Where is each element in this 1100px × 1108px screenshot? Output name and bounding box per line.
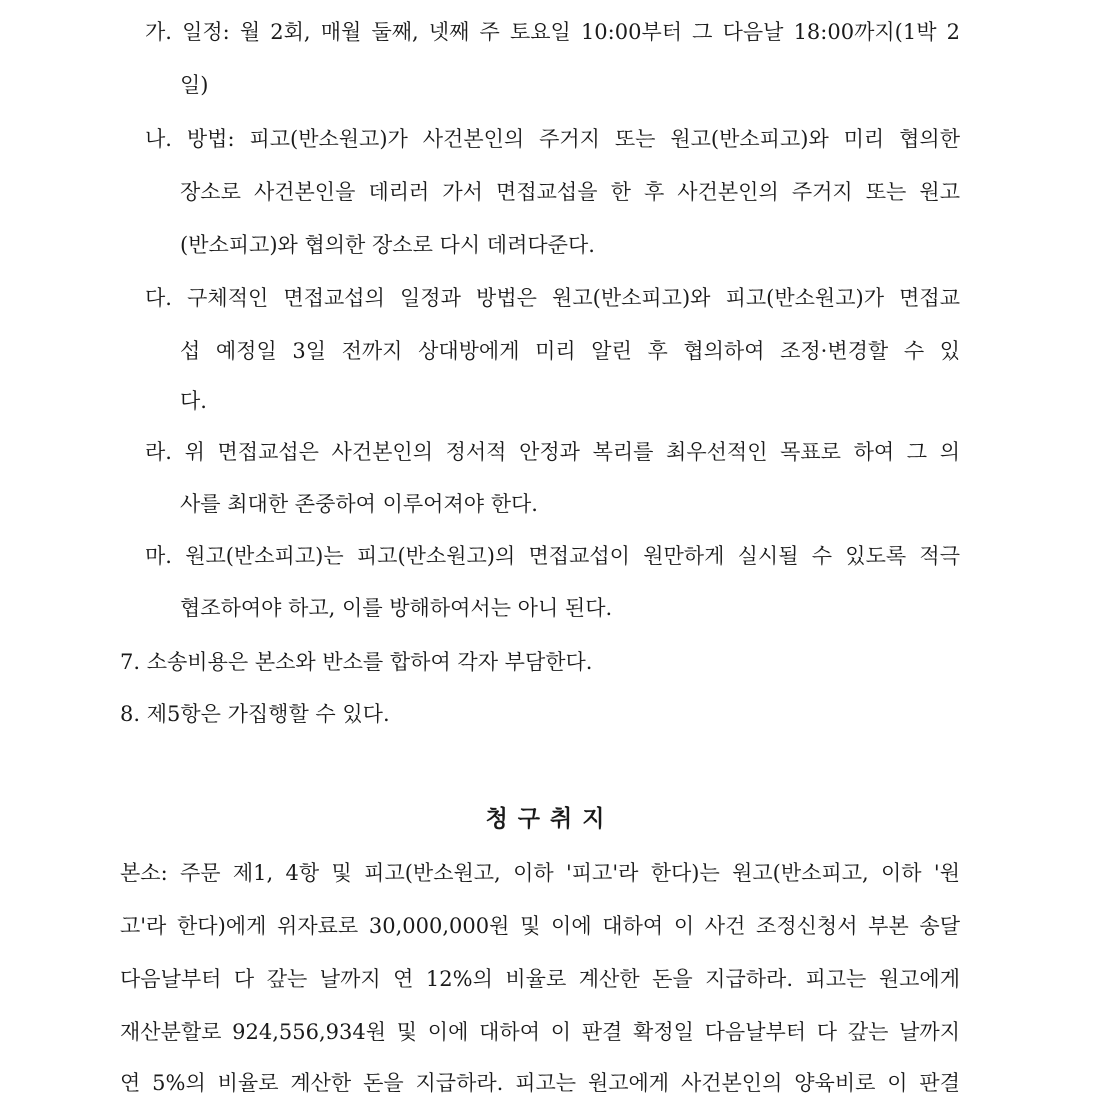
item-ra-line1: 라. 위 면접교섭은 사건본인의 정서적 안정과 복리를 최우선적인 목표로 하여 그 의 bbox=[145, 440, 960, 464]
item-ma-line2: 협조하여야 하고, 이를 방해하여서는 아니 된다. bbox=[180, 596, 613, 620]
claims-line-1: 본소: 주문 제1, 4항 및 피고(반소원고, 이하 '피고'라 한다)는 원고(반소피고, 이하 '원 bbox=[120, 861, 960, 885]
claims-line-2: 고'라 한다)에게 위자료로 30,000,000원 및 이에 대하여 이 사건 조정신청서 부본 송달 bbox=[120, 914, 960, 938]
item-8: 8. 제5항은 가집행할 수 있다. bbox=[120, 702, 390, 726]
claims-heading: 청구취지 bbox=[485, 805, 615, 832]
item-na-line1: 나. 방법: 피고(반소원고)가 사건본인의 주거지 또는 원고(반소피고)와 미리 협의한 bbox=[145, 127, 960, 151]
item-na-line2: 장소로 사건본인을 데리러 가서 면접교섭을 한 후 사건본인의 주거지 또는 원고 bbox=[180, 180, 960, 204]
item-da-line1: 다. 구체적인 면접교섭의 일정과 방법은 원고(반소피고)와 피고(반소원고)가 면접교 bbox=[145, 286, 960, 310]
item-ma-line1: 마. 원고(반소피고)는 피고(반소원고)의 면접교섭이 원만하게 실시될 수 있도록 적극 bbox=[145, 544, 960, 568]
claims-line-5: 연 5%의 비율로 계산한 돈을 지급하라. 피고는 원고에게 사건본인의 양육비로 이 판결 bbox=[120, 1071, 960, 1095]
item-na-line3: (반소피고)와 협의한 장소로 다시 데려다준다. bbox=[180, 233, 595, 257]
claims-line-3: 다음날부터 다 갚는 날까지 연 12%의 비율로 계산한 돈을 지급하라. 피고는 원고에게 bbox=[120, 967, 960, 991]
item-da-line3: 다. bbox=[180, 389, 207, 413]
item-7: 7. 소송비용은 본소와 반소를 합하여 각자 부담한다. bbox=[120, 650, 593, 674]
claims-line-4: 재산분할로 924,556,934원 및 이에 대하여 이 판결 확정일 다음날부터 다 갚는 날까지 bbox=[120, 1020, 960, 1044]
item-ga-line1: 가. 일정: 월 2회, 매월 둘째, 넷째 주 토요일 10:00부터 그 다음날 18:00까지(1박 2 bbox=[145, 20, 960, 44]
item-da-line2: 섭 예정일 3일 전까지 상대방에게 미리 알린 후 협의하여 조정·변경할 수 있 bbox=[180, 339, 960, 363]
item-ga-line2: 일) bbox=[180, 73, 209, 97]
item-ra-line2: 사를 최대한 존중하여 이루어져야 한다. bbox=[180, 492, 538, 516]
